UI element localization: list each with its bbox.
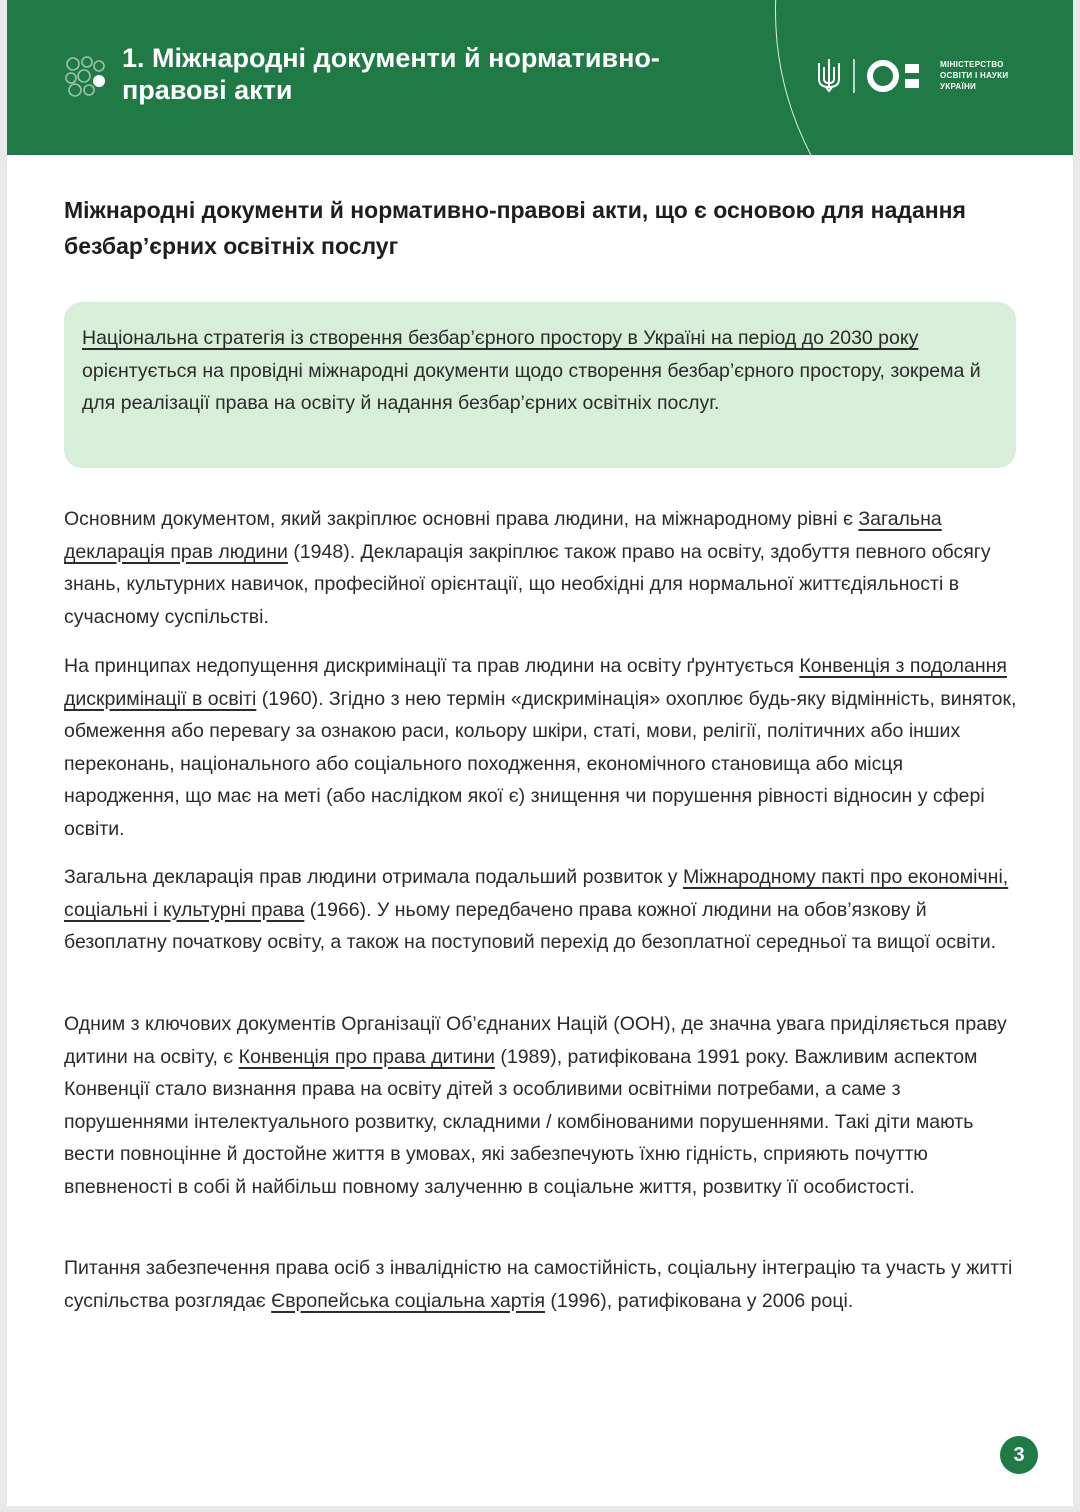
header-banner	[7, 0, 1073, 155]
paragraph-text: Основним документом, який закріплює основні права людини, на міжнародному рівні є	[64, 508, 859, 530]
strategy-link[interactable]: Національна стратегія із створення безбар’єрного простору в Україні на період до 2030 року	[82, 327, 919, 349]
paragraph-text: Загальна декларація прав людини отримала подальший розвиток у	[64, 866, 683, 888]
paragraph-covenant	[64, 861, 1024, 959]
paragraph-social-charter	[64, 1252, 1024, 1317]
discrimination-convention-link[interactable]: Конвенція з подолання дискримінації в освіті	[64, 655, 1007, 710]
ministry-name-line-3: УКРАЇНИ	[940, 82, 977, 91]
paragraph-text: (1989), ратифікована 1991 року. Важливим аспектом Конвенції стало визнання права на освіту дітей з особливими освітніми потребами, а саме з порушеннями інтелектуального розвитку, складними / комбінованими порушеннями. Такі діти мають вести повноцінне й достойне життя в умовах, які забезпечують їхню гідність, сприяють почуттю впевненості в собі й найбільш повному залученню в соціальне життя, розвитку її особистості.	[64, 1045, 978, 1198]
udhr-link[interactable]: Загальна декларація прав людини	[64, 508, 942, 563]
ministry-name-line-2: ОСВІТИ І НАУКИ	[940, 71, 1009, 80]
social-charter-link[interactable]: Європейська соціальна хартія	[271, 1289, 546, 1312]
paragraph-text: (1966). У ньому передбачено права кожної людини на обов’язкову й безоплатну початкову освіту, а також на поступовий перехід до безоплатної середньої та вищої освіти.	[64, 898, 997, 953]
ministry-logo	[815, 55, 1045, 99]
paragraph-discrimination-convention	[64, 650, 1024, 845]
paragraph-text: (1996), ратифікована у 2006 році.	[545, 1289, 854, 1312]
callout-body: орієнтується на провідні міжнародні документи щодо створення безбар’єрного простору, зокрема й для реалізації права на освіту й надання безбар’єрних освітніх послуг.	[82, 359, 981, 414]
paragraph-text: (1948). Декларація закріплює також право на освіту, здобуття певного обсягу знань, культурних навичок, професійної орієнтації, що необхідні для нормальної життєдіяльності в сучасному суспільстві.	[64, 540, 991, 628]
section-title-line-1: 1. Міжнародні документи й нормативно-	[122, 43, 660, 73]
page-subtitle: Міжнародні документи й нормативно-правові акти, що є основою для надання безбар’єрних освітніх послуг	[64, 197, 966, 259]
cell-cluster-icon	[63, 54, 107, 98]
section-title	[122, 42, 742, 106]
trident-icon	[815, 57, 843, 93]
document-page	[7, 0, 1073, 1506]
ministry-name	[940, 59, 1050, 92]
page-number-badge: 3	[1000, 1436, 1038, 1474]
ministry-name-line-1: МІНІСТЕРСТВО	[940, 60, 1004, 69]
callout-box	[64, 302, 1016, 468]
paragraph-child-rights	[64, 1008, 1024, 1203]
section-title-line-2: правові акти	[122, 75, 293, 105]
paragraph-udhr	[64, 503, 1024, 633]
callout-text	[82, 322, 982, 420]
logo-divider	[853, 59, 855, 93]
child-rights-convention-link[interactable]: Конвенція про права дитини	[238, 1045, 495, 1068]
paragraph-text: На принципах недопущення дискримінації та прав людини на освіту ґрунтується	[64, 655, 800, 677]
moe-logo-icon	[867, 58, 927, 94]
paragraph-text: (1960). Згідно з нею термін «дискримінація» охоплює будь-яку відмінність, виняток, обмеження або перевагу за ознакою раси, кольору шкіри, статі, мови, релігії, політичних або інших переконань, національного або соціального походження, економічного становища або місця народження, що має на меті (або наслідком якої є) знищення чи порушення рівності відносин у сфері освіти.	[64, 687, 1017, 840]
covenant-link[interactable]: Міжнародному пакті про економічні, соціальні і культурні права	[64, 866, 1009, 921]
paragraph-text: Питання забезпечення права осіб з інвалідністю на самостійність, соціальну інтеграцію та участь у житті суспільства розглядає	[64, 1257, 1013, 1312]
paragraph-text: Одним з ключових документів Організації Об’єднаних Націй (ООН), де значна увага приділяється праву дитини на освіту, є	[64, 1013, 1007, 1068]
